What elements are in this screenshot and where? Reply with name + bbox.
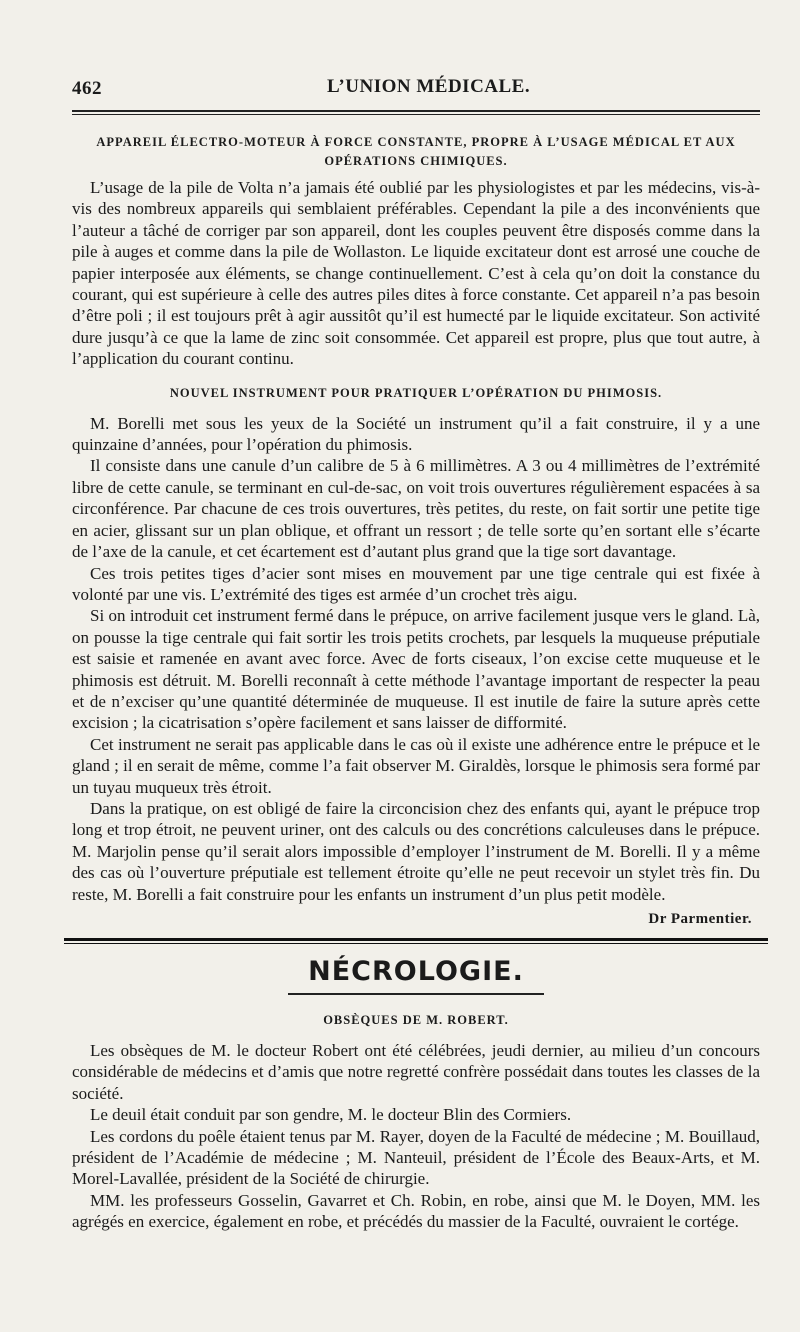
paragraph: Dans la pratique, on est obligé de faire la circoncision chez des enfants qui, ayant le prépuce trop long et trop étroit, ne peuvent uriner, ont des calculs ou des concrétions calculeuses dans le prépuce. M. Marjolin pense qu’il serait alors impossible d’employer l’instrument de M. Borelli. Il y a même des cas où l’ouverture préputiale est tellement étroite qu’elle ne peut recevoir un stylet très fin. Du reste, M. Borelli a fait construire pour les enfants un instrument d’un plus petit modèle. xyxy=(72,798,760,904)
paragraph: Il consiste dans une canule d’un calibre de 5 à 6 millimètres. A 3 ou 4 millimètres de l’extrémité libre de cette canule, se terminant en cul-de-sac, on voit trois ouvertures régulièrement espacées à sa circonférence. Par chacune de ces trois ouvertures, très petites, du reste, on fait sortir une petite tige en acier, glissant sur un plan oblique, et offrant un ressort ; de telle sorte qu’en sortant elle s’écarte de l’axe de la canule, et cet écartement est d’autant plus grand que la tige sort davantage. xyxy=(72,456,760,562)
header-rule xyxy=(72,110,760,115)
paragraph: Si on introduit cet instrument fermé dans le prépuce, on arrive facilement jusque vers le gland. Là, on pousse la tige centrale qui fait sortir les trois petits crochets, par lesquels la muqueuse préputiale est saisie et ramenée en avant avec force. Avec de forts ciseaux, l’on excise cette muqueuse et le phimosis est détruit. M. Borelli reconnaît à cette méthode l’avantage important de respecter la peau et de n’exciser qu’une quantité déterminée de muqueuse. Il est inutile de faire la suture après cette excision ; la cicatrisation s’opère facilement et sans laisser de difformité. xyxy=(72,606,760,733)
paragraph: Le deuil était conduit par son gendre, M. le docteur Blin des Cormiers. xyxy=(90,1105,572,1125)
article-title-phimosis: NOUVEL INSTRUMENT POUR PRATIQUER L’OPÉRATION DU PHIMOSIS. xyxy=(169,385,663,400)
paragraph: M. Borelli met sous les yeux de la Société un instrument qu’il a fait construire, il y a une quinzaine d’années, pour l’opération du phimosis. xyxy=(72,413,760,455)
obituary-body xyxy=(72,1040,760,1233)
article-body-phimosis xyxy=(72,413,760,905)
article-body-appareil xyxy=(72,177,760,370)
bottom-margin xyxy=(72,1233,760,1253)
page-number: 462 xyxy=(72,78,102,99)
paragraph: Ces trois petites tiges d’acier sont mises en mouvement par une tige centrale qui est fixée à volonté par une vis. L’extrémité des tiges est armée d’un crochet très aigu. xyxy=(72,563,760,604)
author-signature: Dr Parmentier. xyxy=(648,911,752,927)
heading-underline xyxy=(288,993,544,995)
paragraph: MM. les professeurs Gosselin, Gavarret et Ch. Robin, en robe, ainsi que M. le Doyen, MM. les agrégés en exercice, également en robe, et précédés du massier de la Faculté, ouvraient le cortége. xyxy=(72,1190,760,1232)
page-header xyxy=(72,76,760,104)
article-title-appareil: APPAREIL ÉLECTRO-MOTEUR À FORCE CONSTANTE, PROPRE À L’USAGE MÉDICAL ET AUX OPÉRATIONS CHIMIQUES. xyxy=(96,135,736,168)
paragraph: Les obsèques de M. le docteur Robert ont été célébrées, jeudi dernier, au milieu d’un concours considérable de médecins et d’amis que notre regretté confrère possédait dans toutes les classes de la société. xyxy=(72,1041,760,1103)
paragraph: Les cordons du poêle étaient tenus par M. Rayer, doyen de la Faculté de médecine ; M. Bouillaud, président de l’Académie de médecine ; M. Nanteuil, président de l’École des Beaux-Arts, et M. Morel-Lavallée, président de la Société de chirurgie. xyxy=(72,1126,760,1189)
obituary-subtitle: OBSÈQUES DE M. ROBERT. xyxy=(323,1013,509,1027)
paragraph: Cet instrument ne serait pas applicable dans le cas où il existe une adhérence entre le prépuce et le gland ; il en serait de même, comme l’a fait observer M. Giraldès, lorsque le phimosis sera formé par un tuyau muqueux très étroit. xyxy=(72,734,760,797)
paragraph: L’usage de la pile de Volta n’a jamais été oublié par les physiologistes et par les médecins, vis-à-vis des nombreux appareils qui semblaient préférables. Cependant la pile a des inconvénients que l’auteur a tâché de corriger par son appareil, dont les couples peuvent être disposés comme dans la pile à auges et comme dans la pile de Wollaston. Le liquide excitateur dont est arrosé une couche de papier interposée aux éléments, se change continuellement. C’est à cela qu’on doit la constance du courant, qui est supérieure à celle des autres piles dites à force constante. Cet appareil n’a pas besoin d’être poli ; il est toujours prêt à agir aussitôt qu’il est humecté par le liquide excitateur. Son activité dure jusqu’à ce que la lame de zinc soit consommée. Cet appareil est propre, plus que tout autre, à l’application du courant continu. xyxy=(72,178,760,369)
running-title: L’UNION MÉDICALE. xyxy=(327,76,531,97)
section-divider xyxy=(64,938,768,944)
necrology-heading: NÉCROLOGIE. xyxy=(308,956,524,987)
